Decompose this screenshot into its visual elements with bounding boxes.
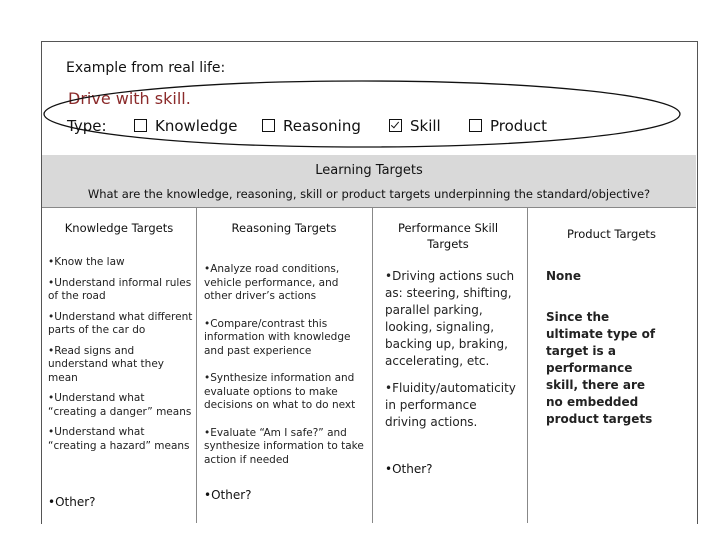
column-divider xyxy=(527,208,528,523)
checked-checkbox-icon[interactable] xyxy=(389,119,402,132)
list-item: •Read signs and understand what they mean xyxy=(48,344,165,384)
option-product-label: Product xyxy=(490,117,547,135)
product-targets-list xyxy=(546,268,664,435)
table-divider xyxy=(42,207,696,208)
performance-skill-targets-header: Performance Skill Targets xyxy=(397,221,499,251)
list-item: •Fluidity/automaticity in performance driving actions. xyxy=(385,381,516,429)
knowledge-other: •Other? xyxy=(48,495,96,509)
list-item: •Compare/contrast this information with knowledge and past experience xyxy=(204,317,351,357)
list-item: •Evaluate “Am I safe?” and synthesize information to take action if needed xyxy=(204,426,364,466)
list-item: •Understand what different parts of the car do xyxy=(48,310,193,336)
type-label: Type: xyxy=(67,117,107,135)
option-skill-label: Skill xyxy=(410,117,441,135)
performance-other: •Other? xyxy=(385,462,433,476)
reasoning-other: •Other? xyxy=(204,488,252,502)
page-title: Drive with skill. xyxy=(68,89,191,108)
column-divider xyxy=(196,208,197,523)
option-knowledge[interactable] xyxy=(134,117,237,135)
knowledge-targets-list xyxy=(48,256,193,460)
reasoning-targets-list xyxy=(204,263,369,474)
list-item: •Understand what “creating a hazard” means xyxy=(48,426,190,452)
product-targets-header: Product Targets xyxy=(567,227,656,241)
option-reasoning[interactable] xyxy=(262,117,361,135)
example-label: Example from real life: xyxy=(66,60,226,76)
reasoning-targets-header: Reasoning Targets xyxy=(231,221,337,235)
checkbox-icon[interactable] xyxy=(134,119,147,132)
option-reasoning-label: Reasoning xyxy=(283,117,361,135)
checkbox-icon[interactable] xyxy=(262,119,275,132)
list-item: •Synthesize information and evaluate options to make decisions on what to do next xyxy=(204,372,356,411)
knowledge-targets-header: Knowledge Targets xyxy=(64,221,174,235)
list-item: •Understand informal rules of the road xyxy=(48,276,192,302)
option-knowledge-label: Knowledge xyxy=(155,117,238,135)
highlight-ellipse xyxy=(42,78,682,150)
performance-skill-targets-list xyxy=(385,268,520,438)
list-item: •Driving actions such as: steering, shifting, parallel parking, looking, signaling, backing up, braking, accelerating, etc. xyxy=(385,269,515,368)
option-product[interactable] xyxy=(469,117,547,135)
checkbox-icon[interactable] xyxy=(469,119,482,132)
list-item: •Know the law xyxy=(48,256,125,268)
band-subtitle: What are the knowledge, reasoning, skill or product targets underpinning the standard/objective? xyxy=(87,187,651,201)
list-item: •Analyze road conditions, vehicle performance, and other driver’s actions xyxy=(204,263,340,302)
list-item: Since the ultimate type of target is a performance skill, there are no embedded product targets xyxy=(546,310,656,426)
band-title: Learning Targets xyxy=(315,163,423,178)
column-divider xyxy=(372,208,373,523)
list-item: •Understand what “creating a danger” means xyxy=(48,392,192,418)
option-skill[interactable] xyxy=(389,117,441,135)
list-item: None xyxy=(546,269,581,283)
